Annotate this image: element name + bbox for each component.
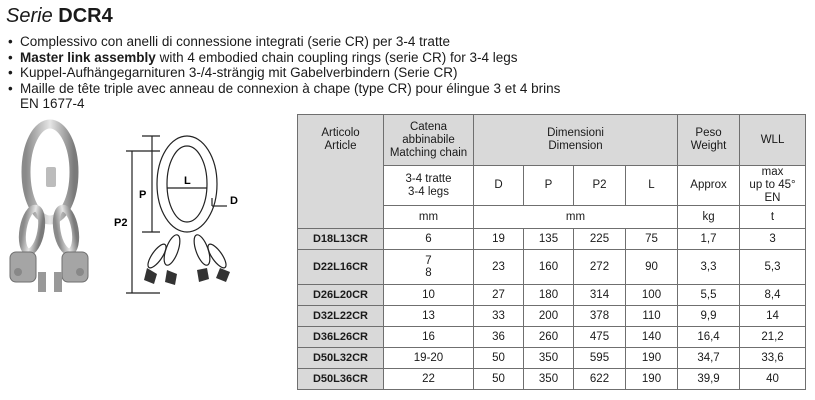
cell-d: 23 bbox=[474, 250, 524, 285]
drawing-label-p: P bbox=[139, 189, 147, 201]
cell-d: 36 bbox=[474, 327, 524, 348]
unit-weight: kg bbox=[678, 206, 740, 229]
table-row bbox=[298, 250, 806, 285]
cell-code: D36L26CR bbox=[298, 327, 384, 348]
spec-table bbox=[297, 114, 806, 390]
drawing-label-l: L bbox=[184, 175, 191, 187]
cell-p2: 272 bbox=[574, 250, 626, 285]
cell-code: D18L13CR bbox=[298, 229, 384, 250]
description-item-en: • Master link assembly with 4 embodied chain coupling rings (serie CR) for 3-4 legs bbox=[6, 50, 626, 66]
header-article: Articolo Article bbox=[298, 115, 384, 166]
cell-p2: 475 bbox=[574, 327, 626, 348]
subheader-p2: P2 bbox=[574, 166, 626, 206]
cell-wll: 5,3 bbox=[740, 250, 806, 285]
description-item-de: • Kuppel-Aufhängegarnituren 3-/4-strängig mit Gabelverbindern (Serie CR) bbox=[6, 65, 626, 81]
unit-wll: t bbox=[740, 206, 806, 229]
cell-p2: 595 bbox=[574, 348, 626, 369]
title-serie: Serie bbox=[6, 5, 53, 27]
cell-l: 110 bbox=[626, 306, 678, 327]
cell-p: 260 bbox=[524, 327, 574, 348]
cell-d: 19 bbox=[474, 229, 524, 250]
cell-p: 350 bbox=[524, 369, 574, 390]
cell-code: D50L32CR bbox=[298, 348, 384, 369]
table-row bbox=[298, 369, 806, 390]
cell-wll: 3 bbox=[740, 229, 806, 250]
cell-weight: 9,9 bbox=[678, 306, 740, 327]
cell-l: 75 bbox=[626, 229, 678, 250]
drawing-label-p2: P2 bbox=[114, 217, 128, 229]
cell-weight: 5,5 bbox=[678, 285, 740, 306]
title-model: DCR4 bbox=[58, 5, 113, 27]
cell-l: 100 bbox=[626, 285, 678, 306]
cell-code: D26L20CR bbox=[298, 285, 384, 306]
header-dimension: Dimensioni Dimension bbox=[474, 115, 678, 166]
cell-wll: 21,2 bbox=[740, 327, 806, 348]
table-row bbox=[298, 229, 806, 250]
cell-d: 50 bbox=[474, 369, 524, 390]
cell-chain: 7 8 bbox=[384, 250, 474, 285]
cell-l: 190 bbox=[626, 369, 678, 390]
cell-code: D50L36CR bbox=[298, 369, 384, 390]
header-chain: Catena abbinabile Matching chain bbox=[384, 115, 474, 166]
cell-p: 350 bbox=[524, 348, 574, 369]
description-list bbox=[6, 34, 626, 112]
unit-chain: mm bbox=[384, 206, 474, 229]
page-title bbox=[6, 4, 113, 28]
cell-chain: 13 bbox=[384, 306, 474, 327]
cell-wll: 14 bbox=[740, 306, 806, 327]
drawing-label-d: D bbox=[230, 195, 238, 207]
cell-p2: 314 bbox=[574, 285, 626, 306]
cell-d: 50 bbox=[474, 348, 524, 369]
description-item-it: • Complessivo con anelli di connessione integrati (serie CR) per 3-4 tratte bbox=[6, 34, 626, 50]
cell-weight: 34,7 bbox=[678, 348, 740, 369]
units-article-spacer bbox=[298, 206, 384, 229]
cell-p2: 225 bbox=[574, 229, 626, 250]
table-row bbox=[298, 348, 806, 369]
master-link-photo bbox=[0, 112, 108, 302]
cell-chain: 19-20 bbox=[384, 348, 474, 369]
cell-d: 33 bbox=[474, 306, 524, 327]
cell-p: 160 bbox=[524, 250, 574, 285]
header-article-spacer bbox=[298, 166, 384, 206]
cell-wll: 40 bbox=[740, 369, 806, 390]
subheader-p: P bbox=[524, 166, 574, 206]
header-weight: Peso Weight bbox=[678, 115, 740, 166]
subheader-chain: 3-4 tratte 3-4 legs bbox=[384, 166, 474, 206]
table-row bbox=[298, 327, 806, 348]
table-row bbox=[298, 306, 806, 327]
cell-wll: 8,4 bbox=[740, 285, 806, 306]
cell-l: 90 bbox=[626, 250, 678, 285]
cell-p: 180 bbox=[524, 285, 574, 306]
cell-chain: 22 bbox=[384, 369, 474, 390]
cell-weight: 16,4 bbox=[678, 327, 740, 348]
description-item-fr: • Maille de tête triple avec anneau de connexion à chape (type CR) pour élingue 3 et 4 brins bbox=[6, 81, 626, 97]
subheader-weight: Approx bbox=[678, 166, 740, 206]
cell-weight: 3,3 bbox=[678, 250, 740, 285]
cell-chain: 10 bbox=[384, 285, 474, 306]
cell-chain: 16 bbox=[384, 327, 474, 348]
subheader-d: D bbox=[474, 166, 524, 206]
unit-dimension: mm bbox=[474, 206, 678, 229]
table-row bbox=[298, 285, 806, 306]
cell-weight: 39,9 bbox=[678, 369, 740, 390]
cell-p2: 378 bbox=[574, 306, 626, 327]
cell-l: 140 bbox=[626, 327, 678, 348]
subheader-l: L bbox=[626, 166, 678, 206]
cell-chain: 6 bbox=[384, 229, 474, 250]
cell-l: 190 bbox=[626, 348, 678, 369]
master-link-drawing bbox=[112, 128, 277, 308]
cell-p: 200 bbox=[524, 306, 574, 327]
cell-code: D22L16CR bbox=[298, 250, 384, 285]
header-wll: WLL bbox=[740, 115, 806, 166]
subheader-wll: max up to 45° EN bbox=[740, 166, 806, 206]
cell-d: 27 bbox=[474, 285, 524, 306]
standard-reference: EN 1677-4 bbox=[20, 96, 85, 111]
cell-p: 135 bbox=[524, 229, 574, 250]
cell-code: D32L22CR bbox=[298, 306, 384, 327]
cell-p2: 622 bbox=[574, 369, 626, 390]
cell-wll: 33,6 bbox=[740, 348, 806, 369]
cell-weight: 1,7 bbox=[678, 229, 740, 250]
